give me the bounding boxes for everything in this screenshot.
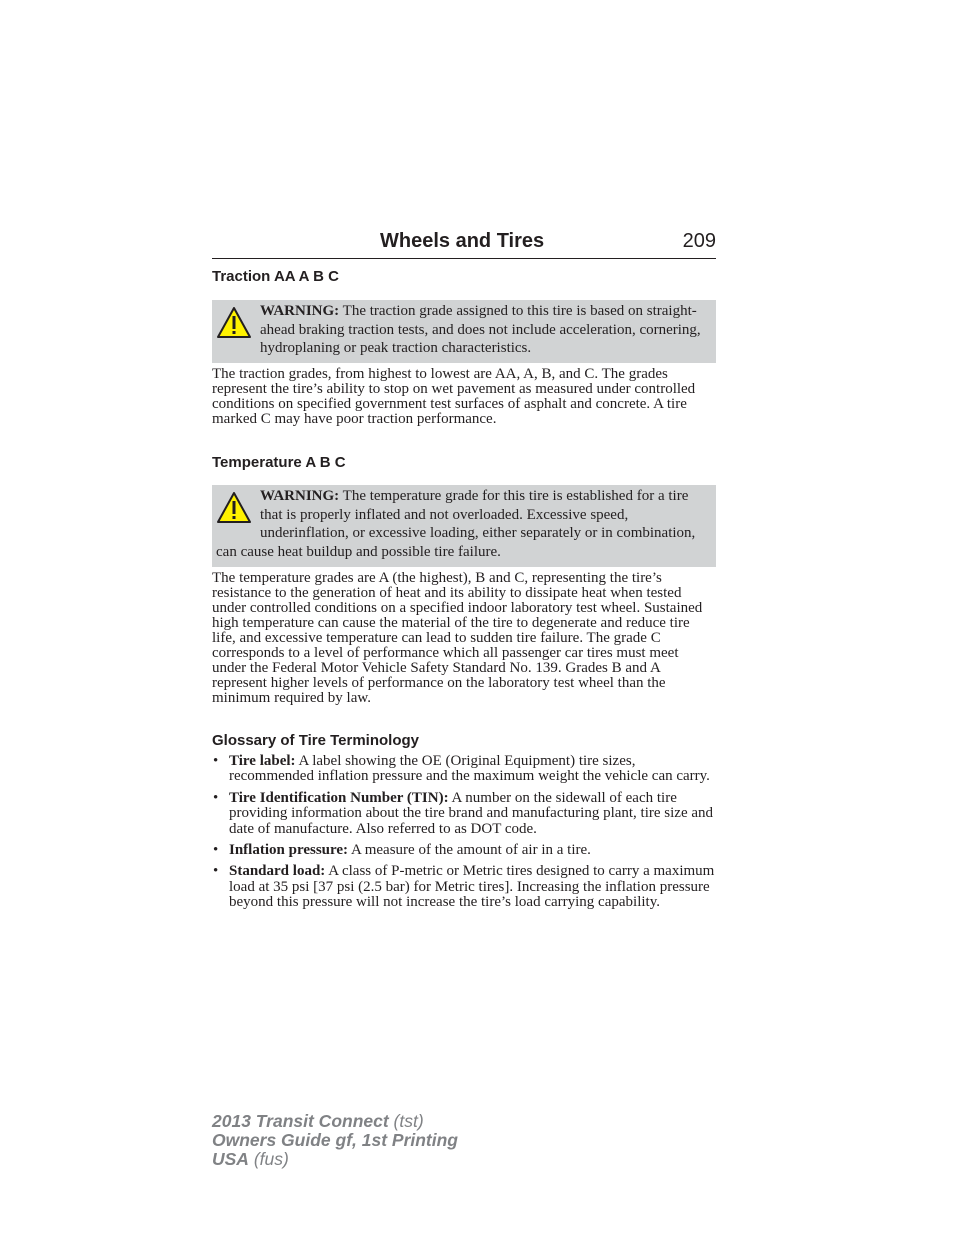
glossary-item-tire-label — [212, 754, 716, 785]
glossary-definition: A number on the sidewall of each tire providing information about the tire brand and manufacturing plant, tire size and date of manufacture. Also referred to as DOT code. — [229, 789, 714, 837]
glossary-term: Tire Identification Number (TIN): — [229, 789, 449, 806]
page-header — [212, 228, 716, 259]
footer-model-code: (tst) — [388, 1111, 424, 1131]
glossary-definition: A label showing the OE (Original Equipment) tire sizes, recommended inflation pressure and the maximum weight the vehicle can carry. — [229, 753, 710, 785]
warning-label: WARNING: — [260, 303, 340, 319]
glossary-term: Inflation pressure: — [229, 842, 349, 859]
glossary-definition: A measure of the amount of air in a tire. — [348, 842, 591, 859]
footer-line-guide — [212, 1131, 458, 1150]
warning-triangle-icon — [216, 491, 252, 525]
temperature-heading: Temperature A B C — [212, 454, 346, 471]
glossary-definition: A class of P-metric or Metric tires designed to carry a maximum load at 35 psi [37 psi (2.5 bar) for Metric tires]. Increasing the inflation pressure beyond this pressure will not increase the tire’s load carrying capability. — [229, 863, 715, 911]
warning-label: WARNING: — [260, 488, 340, 504]
footer-model: 2013 Transit Connect — [212, 1111, 389, 1131]
glossary-term: Tire label: — [229, 753, 296, 769]
warning-text: The temperature grade for this tire is established for a tire that is properly inflated and not overloaded. Excessive speed, underinflation, or excessive loading, either separately or in combination, can cause heat buildup and possible tire failure. — [216, 488, 696, 560]
footer-market: USA — [212, 1149, 249, 1169]
glossary-list — [212, 754, 716, 917]
glossary-term: Standard load: — [229, 863, 326, 880]
glossary-item-tin — [212, 791, 716, 837]
bullet: • — [213, 863, 219, 880]
bullet: • — [213, 753, 219, 769]
traction-body: The traction grades, from highest to lowest are AA, A, B, and C. The grades represent the tire’s ability to stop on wet pavement as measured under controlled conditions on specified government test surfaces of asphalt and concrete. A tire marked C may have poor traction performance. — [212, 366, 696, 427]
footer-market-code: (fus) — [248, 1149, 289, 1169]
footer-guide: Owners Guide gf, 1st Printing — [212, 1130, 458, 1150]
chapter-title: Wheels and Tires — [380, 230, 545, 252]
bullet: • — [213, 842, 219, 859]
page-number: 209 — [682, 230, 716, 252]
footer-line-model — [212, 1112, 458, 1131]
temperature-warning-box — [212, 485, 716, 567]
warning-text: The traction grade assigned to this tire is based on straight-ahead braking traction tests, and does not include acceleration, cornering, hydroplaning or peak traction characteristics. — [260, 303, 701, 357]
page-footer — [212, 1112, 458, 1169]
glossary-item-inflation-pressure — [212, 843, 716, 858]
footer-line-market — [212, 1150, 458, 1169]
traction-warning-box — [212, 300, 716, 363]
temperature-body: The temperature grades are A (the highest), B and C, representing the tire’s resistance to the generation of heat and its ability to dissipate heat when tested under controlled conditions on a specified indoor laboratory test wheel. Sustained high temperature can cause the material of the tire to degenerate and reduce tire life, and excessive temperature can lead to sudden tire failure. The grade C corresponds to a level of performance which all passenger car tires must meet under the Federal Motor Vehicle Safety Standard No. 139. Grades B and A represent higher levels of performance on the laboratory test wheel than the minimum required by law. — [212, 570, 703, 706]
warning-triangle-icon — [216, 306, 252, 340]
glossary-heading: Glossary of Tire Terminology — [212, 732, 419, 749]
glossary-item-standard-load — [212, 864, 716, 910]
traction-heading: Traction AA A B C — [212, 268, 339, 285]
bullet: • — [213, 789, 219, 806]
